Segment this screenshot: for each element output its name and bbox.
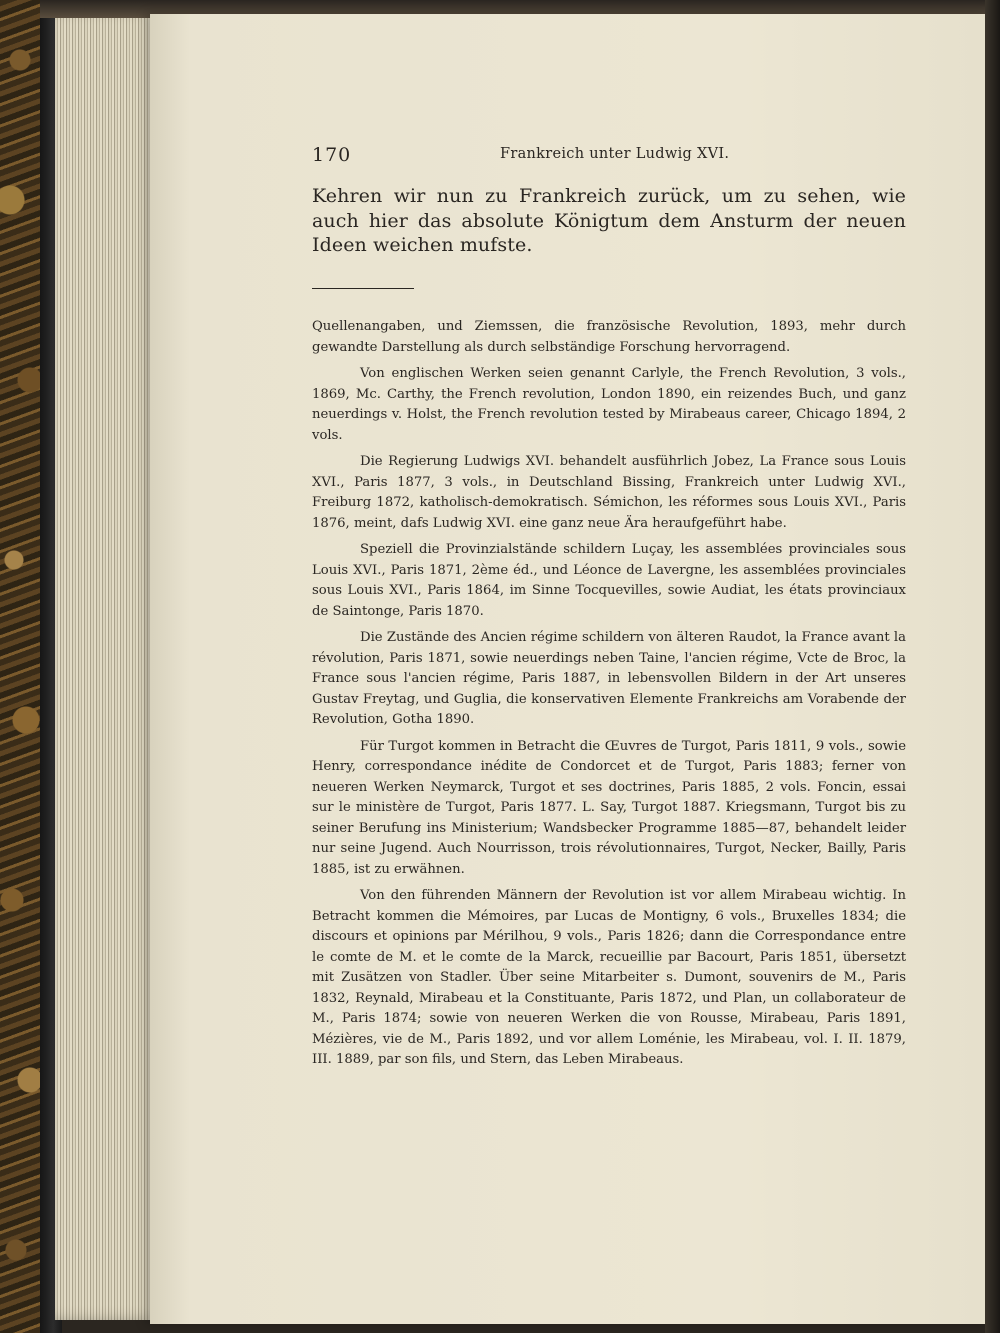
running-title: Frankreich unter Ludwig XVI. [500, 146, 730, 162]
footnote-paragraph: Speziell die Provinzialstände schildern Luçay, les assemblées provinciales sous Louis XVI., Paris 1871, 2ème éd., und Léonce de Lavergne, les assemblées provinciales sous Louis XVI., Paris 1864, im Sinne Tocquevilles, sowie Audiat, les états provinciaux de Saintonge, Paris 1870. [312, 542, 906, 619]
footnote-paragraph: Quellenangaben, und Ziemssen, die französische Revolution, 1893, mehr durch gewandte Darstellung als durch selbständige Forschung hervorragend. [312, 319, 906, 355]
page-stack-edges [55, 10, 165, 1320]
footnote-paragraph: Für Turgot kommen in Betracht die Œuvres de Turgot, Paris 1811, 9 vols., sowie Henry, correspondance inédite de Condorcet et de Turgot, Paris 1883; ferner von neueren Werken Neymarck, Turgot et ses doctrines, Paris 1885, 2 vols. Foncin, essai sur le ministère de Turgot, Paris 1877. L. Say, Turgot 1887. Kriegsmann, Turgot bis zu seiner Berufung ins Ministerium; Wandsbecker Programme 1885—87, behandelt leider nur seine Jugend. Auch Nourrisson, trois révolutionnaires, Turgot, Necker, Bailly, Paris 1885, ist zu erwähnen. [312, 738, 906, 877]
body-paragraph: Kehren wir nun zu Frankreich zurück, um zu sehen, wie auch hier das absolute Königtum dem Ansturm der neuen Ideen weichen mufste. [312, 185, 906, 256]
page-number: 170 [312, 144, 352, 166]
footnote-paragraph: Von englischen Werken seien genannt Carlyle, the French Revolution, 3 vols., 1869, Mc. Carthy, the French revolution, London 1890, ein reizendes Buch, und ganz neuerdings v. Holst, the French revolution tested by Mirabeaus career, Chicago 1894, 2 vols. [312, 366, 906, 443]
footnote-paragraph: Die Zustände des Ancien régime schildern von älteren Raudot, la France avant la révolution, Paris 1871, sowie neuerdings neben Taine, l'ancien régime, Vcte de Broc, la France sous l'ancien régime, Paris 1887, in lebensvollen Bildern in der Art unseres Gustav Freytag, und Guglia, die konservativen Elemente Frankreichs am Vorabende der Revolution, Gotha 1890. [312, 630, 906, 727]
footnote-divider [312, 288, 414, 289]
right-edge-shadow [985, 0, 1000, 1333]
footnote-paragraph: Die Regierung Ludwigs XVI. behandelt ausführlich Jobez, La France sous Louis XVI., Paris 1877, 3 vols., in Deutschland Bissing, Frankreich unter Ludwig XVI., Freiburg 1872, katholisch-demokratisch. Sémichon, les réformes sous Louis XVI., Paris 1876, meint, dafs Ludwig XVI. eine ganz neue Ära heraufgeführt habe. [312, 454, 906, 531]
running-head [312, 144, 906, 168]
footnote-paragraph: Von den führenden Männern der Revolution ist vor allem Mirabeau wichtig. In Betracht kommen die Mémoires, par Lucas de Montigny, 6 vols., Bruxelles 1834; die discours et opinions par Mérilhou, 9 vols., Paris 1826; dann die Correspondance entre le comte de M. et le comte de la Marck, recueillie par Bacourt, Paris 1851, übersetzt mit Zusätzen von Stadler. Über seine Mitarbeiter s. Dumont, souvenirs de M., Paris 1832, Reynald, Mirabeau et la Constituante, Paris 1872, und Plan, un collaborateur de M., Paris 1874; sowie von neueren Werken die von Rousse, Mirabeau, Paris 1891, Mézières, vie de M., Paris 1892, und vor allem Loménie, les Mirabeau, vol. I. II. 1879, III. 1889, par son fils, und Stern, das Leben Mirabeaus. [312, 888, 906, 1067]
footnotes [312, 317, 906, 1077]
